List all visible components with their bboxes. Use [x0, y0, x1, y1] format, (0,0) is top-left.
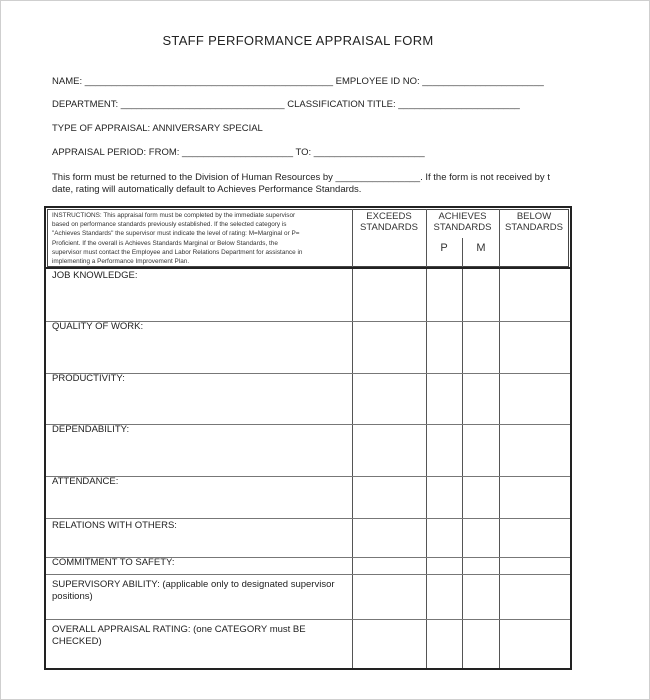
row-dependability [52, 424, 129, 436]
header-below-line-1: BELOW [516, 211, 552, 222]
row-label-continued: positions) [52, 591, 93, 602]
header-exceeds-line-2: STANDARDS [360, 222, 418, 233]
column-divider-achieves [426, 209, 427, 668]
column-divider-p-m [462, 238, 463, 668]
header-achieves-line-1: ACHIEVES [438, 211, 487, 222]
row-label: ATTENDANCE: [52, 476, 119, 487]
row-relations-with-others [52, 520, 177, 532]
instructions-line: implementing a Performance Improvement Plan. [52, 258, 190, 266]
header-below-standards [499, 211, 569, 233]
row-label-continued: CHECKED) [52, 636, 102, 647]
row-divider [46, 619, 570, 620]
row-label: QUALITY OF WORK: [52, 321, 144, 332]
return-notice [52, 172, 637, 195]
row-label: DEPENDABILITY: [52, 424, 130, 435]
row-commitment-to-safety [52, 557, 174, 569]
row-label: SUPERVISORY ABILITY: (applicable only to designated supervisor [52, 579, 335, 590]
row-overall-appraisal-rating [52, 624, 306, 648]
header-achieves-standards [426, 211, 499, 233]
row-label: OVERALL APPRAISAL RATING: (one CATEGORY must BE [52, 624, 306, 635]
header-exceeds-standards [352, 211, 426, 233]
row-quality-of-work [52, 321, 143, 333]
return-notice-line-1: This form must be returned to the Division of Human Resources by ________________. If the form is not received by t [52, 172, 550, 183]
row-divider [46, 574, 570, 575]
department-classification-line: DEPARTMENT: _______________________________ CLASSIFICATION TITLE: _______________________ [52, 99, 520, 110]
row-label: JOB KNOWLEDGE: [52, 270, 138, 281]
appraisal-type-line: TYPE OF APPRAISAL: ANNIVERSARY SPECIAL [52, 123, 263, 134]
return-notice-line-2: date, rating will automatically default to Achieves Performance Standards. [52, 183, 362, 195]
row-label: PRODUCTIVITY: [52, 373, 125, 384]
instructions-line: Proficient. If the overall is Achieves Standards Marginal or Below Standards, the [52, 239, 278, 247]
instructions-text [52, 211, 392, 266]
form-title: STAFF PERFORMANCE APPRAISAL FORM [162, 33, 434, 48]
column-divider-below [499, 209, 500, 668]
row-divider [46, 476, 570, 477]
row-job-knowledge [52, 270, 138, 282]
row-label: RELATIONS WITH OTHERS: [52, 520, 177, 531]
header-achieves-line-2: STANDARDS [433, 222, 492, 233]
row-supervisory-ability [52, 579, 335, 603]
row-attendance [52, 476, 118, 488]
row-productivity [52, 373, 125, 385]
header-exceeds-line-1: EXCEEDS [366, 211, 412, 222]
row-divider [46, 518, 570, 519]
row-label: COMMITMENT TO SAFETY: [52, 557, 175, 568]
header-bottom-rule [44, 267, 572, 269]
header-proficient-p: P [440, 242, 448, 254]
instructions-line: INSTRUCTIONS: This appraisal form must be completed by the immediate supervisor [52, 212, 296, 219]
name-employee-id-line: NAME: _______________________________________________ EMPLOYEE ID NO: _______________________ [52, 76, 544, 87]
appraisal-period-line: APPRAISAL PERIOD: FROM: _____________________ TO: _____________________ [52, 147, 425, 158]
instructions-line: supervisor must contact the Employee and Labor Relations Department for assistance in [52, 248, 303, 256]
instructions-line: "Achieves Standards" the supervisor must indicate the level of rating: M=Marginal or P= [52, 230, 300, 238]
instructions-line: based on performance standards previously established. If the selected category is [52, 221, 287, 229]
header-below-line-2: STANDARDS [505, 222, 563, 233]
header-marginal-m: M [476, 242, 486, 254]
column-divider-exceeds [352, 209, 353, 668]
